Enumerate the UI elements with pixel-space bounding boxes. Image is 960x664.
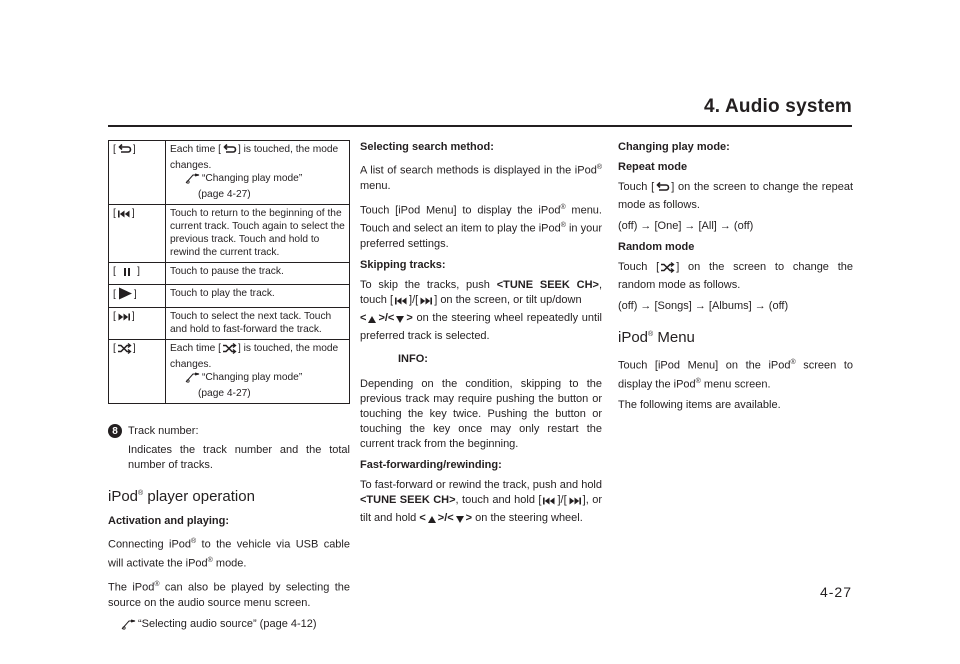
ipod-menu-text-2: The following items are available. <box>618 399 781 412</box>
random-sequence: (off) → [Songs] → [Albums] → (off) <box>618 300 789 312</box>
search-heading: Selecting search method: <box>360 141 494 153</box>
key-cell: [ ] <box>109 141 166 205</box>
repeat-mode-heading: Repeat mode <box>618 161 688 173</box>
section-title: 4. Audio system <box>703 96 852 117</box>
reference-icon <box>185 372 201 387</box>
shuffle-icon <box>117 343 132 358</box>
ipod-menu-text-1: Touch [iPod Menu] on the iPod® screen to display the iPod® menu screen. <box>618 359 853 391</box>
desc-cell: Touch to select the next tack. Touch and hold to fast-forward the track. <box>166 308 350 340</box>
tilt-down-icon <box>455 514 465 529</box>
column-2 <box>360 140 602 535</box>
table-row <box>109 340 350 404</box>
repeat-sequence: (off) → [One] → [All] → (off) <box>618 220 754 232</box>
search-text-2: Touch [iPod Menu] to display the iPod® menu. Touch and select an item to play the iPod® in your preferred settings. <box>360 203 602 250</box>
column-3 <box>618 140 853 419</box>
activation-heading: Activation and playing: <box>108 515 230 527</box>
track-number-item <box>108 424 350 439</box>
play-icon <box>117 287 133 304</box>
reference-icon <box>185 173 201 188</box>
skip-back-icon <box>542 496 556 511</box>
repeat-mode-text: Touch [ ] on the screen to change the repeat mode as follows. <box>618 181 853 211</box>
track-number-desc: Indicates the track number and the total number of tracks. <box>128 444 350 471</box>
tilt-down-icon <box>395 314 405 329</box>
shuffle-icon <box>222 343 237 358</box>
page-number: 4-27 <box>819 584 852 600</box>
column-1 <box>108 140 350 641</box>
desc-cell: Touch to pause the track. <box>166 263 350 285</box>
reference-icon <box>121 619 137 635</box>
tilt-up-icon <box>367 314 377 329</box>
ffwd-text: To fast-forward or rewind the track, push and hold <TUNE SEEK CH>, touch and hold [ ]/[ ], or tilt and hold < >/< > on the steering wheel. <box>360 478 602 529</box>
cross-reference[interactable]: “Changing play mode” <box>170 371 345 387</box>
table-row <box>109 205 350 263</box>
random-mode-heading: Random mode <box>618 241 695 253</box>
key-cell: [ ] <box>109 263 166 285</box>
repeat-icon <box>655 181 670 198</box>
key-cell: [ ] <box>109 340 166 404</box>
desc-cell: Touch to return to the beginning of the current track. Touch again to select the previous track. Touch and hold to rewind the current track. <box>166 205 350 263</box>
key-table <box>108 140 350 404</box>
table-row <box>109 285 350 308</box>
repeat-icon <box>117 143 132 159</box>
key-cell: [ ] <box>109 285 166 308</box>
audio-source-text: The iPod® can also be played by selecting the source on the audio source menu screen. <box>108 581 350 609</box>
key-cell: [ ] <box>109 308 166 340</box>
header-rule <box>108 125 852 127</box>
ipod-player-heading: iPod® player operation <box>108 488 255 505</box>
desc-cell: Touch to play the track. <box>166 285 350 308</box>
skip-back-icon <box>394 296 408 311</box>
key-cell: [ ] <box>109 205 166 263</box>
table-row <box>109 141 350 205</box>
skip-back-icon <box>117 209 131 223</box>
track-number-label: Track number: <box>128 425 199 437</box>
tilt-up-icon <box>427 514 437 529</box>
cross-reference[interactable]: “Changing play mode” <box>170 172 345 188</box>
pause-icon <box>123 267 131 281</box>
repeat-icon <box>222 143 237 159</box>
skip-forward-icon <box>419 296 433 311</box>
ipod-menu-heading: iPod® Menu <box>618 329 695 346</box>
skipping-text: To skip the tracks, push <TUNE SEEK CH>, touch [ ]/[ ] on the screen, or tilt up/down < >/< > on the steering wheel repeatedly until preferred track is selected. <box>360 278 602 342</box>
skip-forward-icon <box>117 312 131 326</box>
skipping-heading: Skipping tracks: <box>360 258 446 271</box>
shuffle-icon <box>660 262 675 278</box>
info-heading: INFO: <box>398 352 428 365</box>
callout-marker: 8 <box>108 424 122 438</box>
table-row <box>109 308 350 340</box>
random-mode-text: Touch [ ] on the screen to change the random mode as follows. <box>618 261 853 291</box>
activation-text: Connecting iPod® to the vehicle via USB cable will activate the iPod® mode. <box>108 538 350 570</box>
table-row <box>109 263 350 285</box>
audio-source-reference[interactable]: “Selecting audio source” (page 4-12) <box>108 617 350 635</box>
play-mode-heading: Changing play mode: <box>618 141 730 153</box>
ffwd-heading: Fast-forwarding/rewinding: <box>360 458 502 471</box>
cross-reference-page: (page 4-27) <box>198 388 251 399</box>
cross-reference-page: (page 4-27) <box>198 189 251 200</box>
skip-forward-icon <box>568 496 582 511</box>
search-text-1: A list of search methods is displayed in the iPod® menu. <box>360 164 602 192</box>
desc-cell: Each time [ ] is touched, the mode changes. “Changing play mode” (page 4-27) <box>166 340 350 404</box>
info-text: Depending on the condition, skipping to the previous track may require pushing the button or touching the key twice. Pushing the button or touching the key once may only restart the current track from the beginning. <box>360 377 602 450</box>
desc-cell: Each time [ ] is touched, the mode changes. “Changing play mode” (page 4-27) <box>166 141 350 205</box>
